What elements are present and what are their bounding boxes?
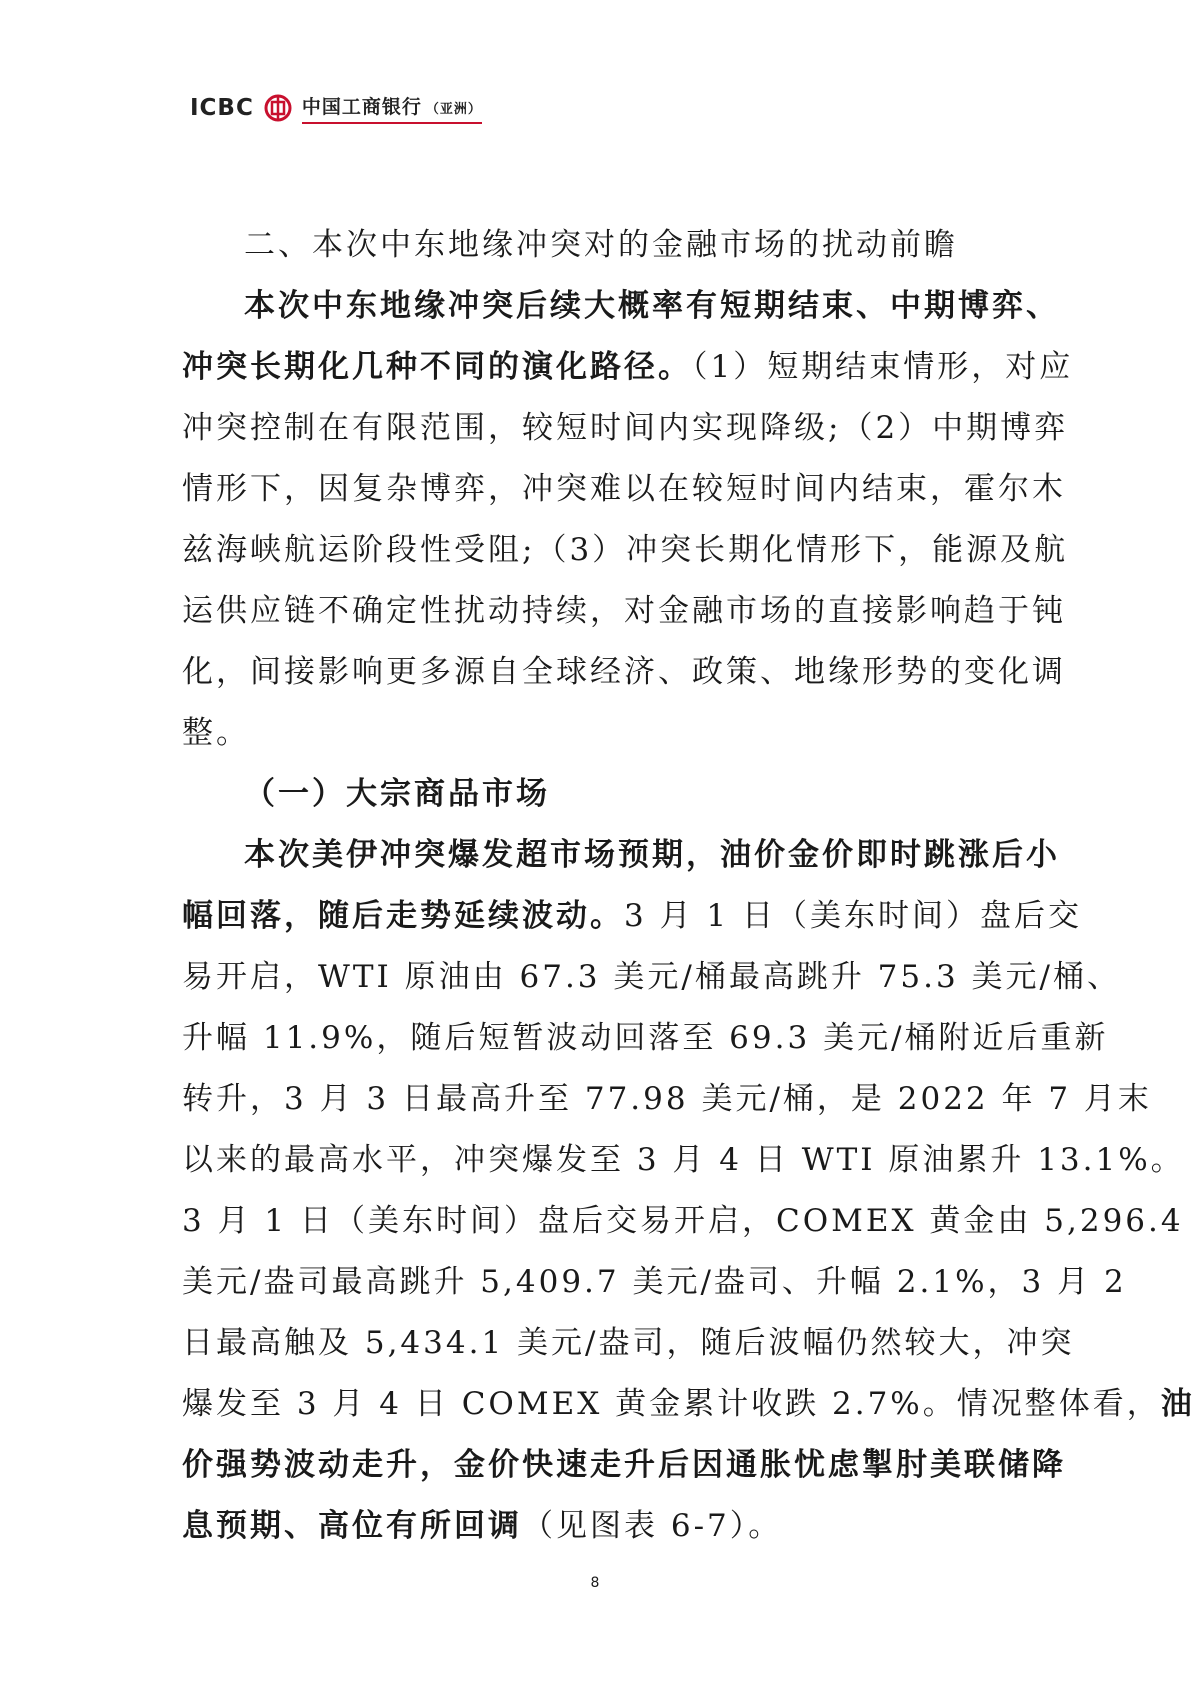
para2-text: （见图表 6-7）。 bbox=[522, 1508, 783, 1544]
para1-text: （1）短期结束情形，对应 bbox=[692, 349, 1074, 385]
para1-line: 化，间接影响更多源自全球经济、政策、地缘形势的变化调 bbox=[182, 654, 1066, 690]
icbc-logo-icon bbox=[264, 94, 292, 122]
para1-line: 整。 bbox=[182, 715, 250, 751]
para2-line: 转升，3 月 3 日最高升至 77.98 美元/桶，是 2022 年 7 月末 bbox=[182, 1081, 1152, 1117]
bank-name bbox=[302, 92, 482, 124]
para2-line: 价强势波动走升，金价快速走升后因通胀忧虑掣肘美联储降 bbox=[182, 1447, 1066, 1483]
subheading: （一）大宗商品市场 bbox=[244, 776, 550, 812]
para2-line bbox=[182, 886, 1083, 947]
para1-line bbox=[182, 337, 1074, 398]
para2-line: 本次美伊冲突爆发超市场预期，油价金价即时跳涨后小 bbox=[244, 837, 1060, 873]
para2-text: 3 月 1 日（美东时间）盘后交 bbox=[624, 898, 1083, 934]
document-body bbox=[182, 215, 1195, 1557]
para2-line bbox=[182, 1496, 1012, 1557]
para2-bold-text: 息预期、高位有所回调 bbox=[182, 1508, 522, 1544]
section-heading: 二、本次中东地缘冲突对的金融市场的扰动前瞻 bbox=[244, 227, 958, 263]
para1-line: 本次中东地缘冲突后续大概率有短期结束、中期博弈、 bbox=[244, 288, 1060, 324]
para2-bold-text: 幅回落，随后走势延续波动。 bbox=[182, 898, 624, 934]
para2-line: 美元/盎司最高跳升 5,409.7 美元/盎司、升幅 2.1%，3 月 2 bbox=[182, 1264, 1127, 1300]
para1-line: 情形下，因复杂博弈，冲突难以在较短时间内结束，霍尔木 bbox=[182, 471, 1066, 507]
bank-name-text: 中国工商银行 bbox=[301, 96, 422, 118]
para1-line: 运供应链不确定性扰动持续，对金融市场的直接影响趋于钝 bbox=[182, 593, 1066, 629]
page-header bbox=[190, 92, 482, 124]
para2-line bbox=[182, 1374, 1195, 1435]
para2-text: 爆发至 3 月 4 日 COMEX 黄金累计收跌 2.7%。情况整体看， bbox=[182, 1386, 1161, 1422]
page-number: 8 bbox=[590, 1575, 600, 1591]
paragraph-1 bbox=[182, 276, 1074, 764]
para1-line: 冲突控制在有限范围，较短时间内实现降级;（2）中期博弈 bbox=[182, 410, 1069, 446]
para1-line: 兹海峡航运阶段性受阻;（3）冲突长期化情形下，能源及航 bbox=[182, 532, 1069, 568]
para1-bold-text: 冲突长期化几种不同的演化路径。 bbox=[182, 349, 692, 385]
paragraph-2 bbox=[182, 825, 1195, 1557]
para2-line: 易开启，WTI 原油由 67.3 美元/桶最高跳升 75.3 美元/桶、 bbox=[182, 959, 1121, 995]
para2-line: 日最高触及 5,434.1 美元/盎司，随后波幅仍然较大，冲突 bbox=[182, 1325, 1075, 1361]
para2-bold-text: 油 bbox=[1160, 1386, 1195, 1422]
para2-line: 3 月 1 日（美东时间）盘后交易开启，COMEX 黄金由 5,296.4 bbox=[182, 1203, 1184, 1239]
para2-line: 以来的最高水平，冲突爆发至 3 月 4 日 WTI 原油累升 13.1%。 bbox=[182, 1142, 1185, 1178]
bank-name-suffix: （亚洲） bbox=[425, 102, 482, 117]
para2-line: 升幅 11.9%，随后短暂波动回落至 69.3 美元/桶附近后重新 bbox=[182, 1020, 1109, 1056]
brand-text: ICBC bbox=[190, 95, 254, 121]
